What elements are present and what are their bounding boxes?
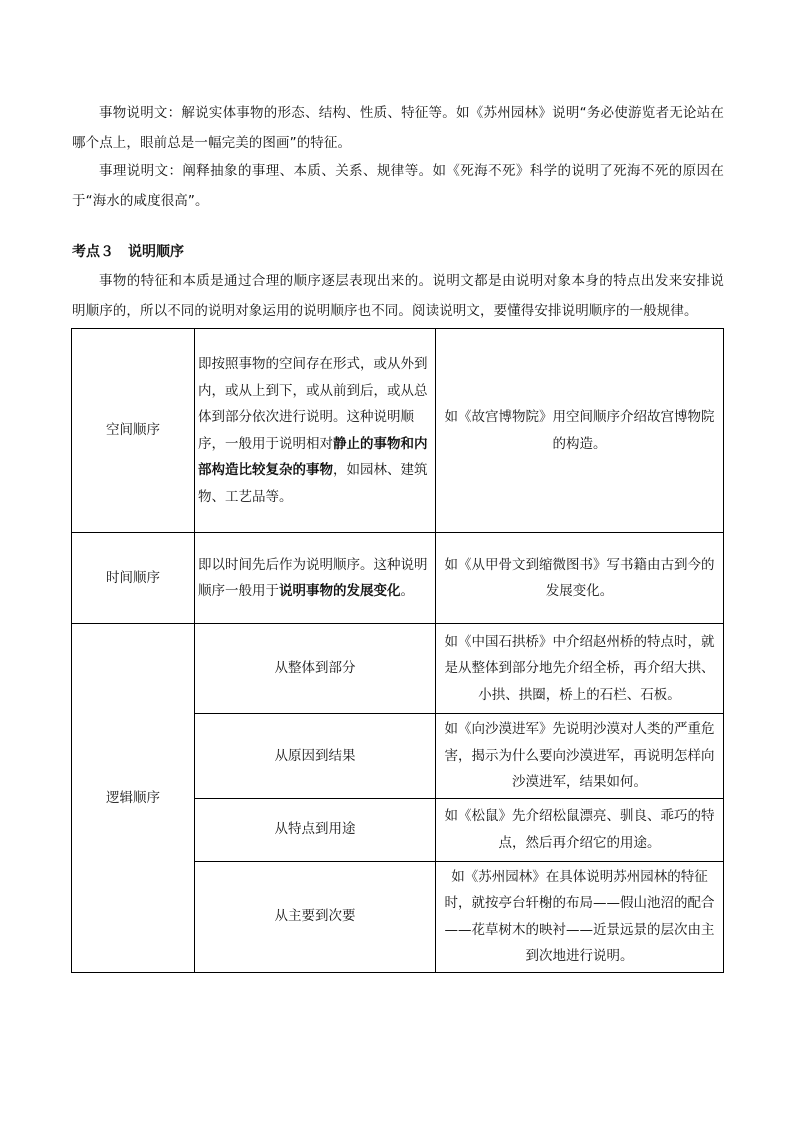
spatial-description: [195, 329, 436, 533]
spatial-description-text: 即按照事物的空间存在形式，或从外到内，或从上到下，或从前到后，或从总体到部分依次进行说明。这种说明顺序，一般用于说明相对: [198, 356, 428, 452]
logical-item-name: 从主要到次要: [195, 861, 436, 972]
temporal-description-text: 即以时间先后作为说明顺序。这种说明顺序一般用于: [198, 556, 428, 599]
section-title: 考点３ 说明顺序: [72, 244, 184, 260]
logical-item-example: 如《苏州园林》在具体说明苏州园林的特征时，就按亭台轩榭的布局——假山池沼的配合——花草树木的映衬——近景远景的层次由主到次地进行说明。: [436, 861, 724, 972]
logical-item-example: 如《松鼠》先介绍松鼠漂亮、驯良、乖巧的特点，然后再介绍它的用途。: [436, 798, 724, 861]
temporal-description: [195, 533, 436, 624]
explanation-order-table: [71, 328, 724, 973]
logical-item-name: 从原因到结果: [195, 714, 436, 799]
abstract-explanation-paragraph: 事理说明文：阐释抽象的事理、本质、关系、规律等。如《死海不死》科学的说明了死海不死的原因在于“海水的咸度很高”。: [72, 163, 724, 209]
table-row-temporal: [72, 533, 724, 624]
logical-item-name: 从特点到用途: [195, 798, 436, 861]
table-row-logical-1: [72, 624, 724, 714]
order-type-spatial: 空间顺序: [72, 329, 195, 533]
spatial-description-tail: ，如园林、建筑物、工艺品等。: [198, 462, 428, 505]
logical-item-example: 如《向沙漠进军》先说明沙漠对人类的严重危害，揭示为什么要向沙漠进军，再说明怎样向沙漠进军，结果如何。: [436, 714, 724, 799]
table-row-spatial: [72, 329, 724, 533]
order-type-logical: 逻辑顺序: [72, 624, 195, 973]
spatial-description-emphasis: 静止的事物和内部构造比较复杂的事物: [198, 435, 428, 478]
temporal-example: 如《从甲骨文到缩微图书》写书籍由古到今的发展变化。: [436, 533, 724, 624]
temporal-description-tail: 。: [400, 583, 414, 599]
logical-item-name: 从整体到部分: [195, 624, 436, 714]
spatial-example: 如《故宫博物院》用空间顺序介绍故宫博物院的构造。: [436, 329, 724, 533]
section-intro-paragraph: 事物的特征和本质是通过合理的顺序逐层表现出来的。说明文都是由说明对象本身的特点出发来安排说明顺序的，所以不同的说明对象运用的说明顺序也不同。阅读说明文，要懂得安排说明顺序的一般规律。: [72, 273, 724, 319]
physical-explanation-paragraph: 事物说明文：解说实体事物的形态、结构、性质、特征等。如《苏州园林》说明“务必使游览者无论站在哪个点上，眼前总是一幅完美的图画”的特征。: [72, 105, 724, 151]
temporal-description-emphasis: 说明事物的发展变化: [279, 583, 401, 599]
order-type-temporal: 时间顺序: [72, 533, 195, 624]
logical-item-example: 如《中国石拱桥》中介绍赵州桥的特点时，就是从整体到部分地先介绍全桥，再介绍大拱、小拱、拱圈，桥上的石栏、石板。: [436, 624, 724, 714]
